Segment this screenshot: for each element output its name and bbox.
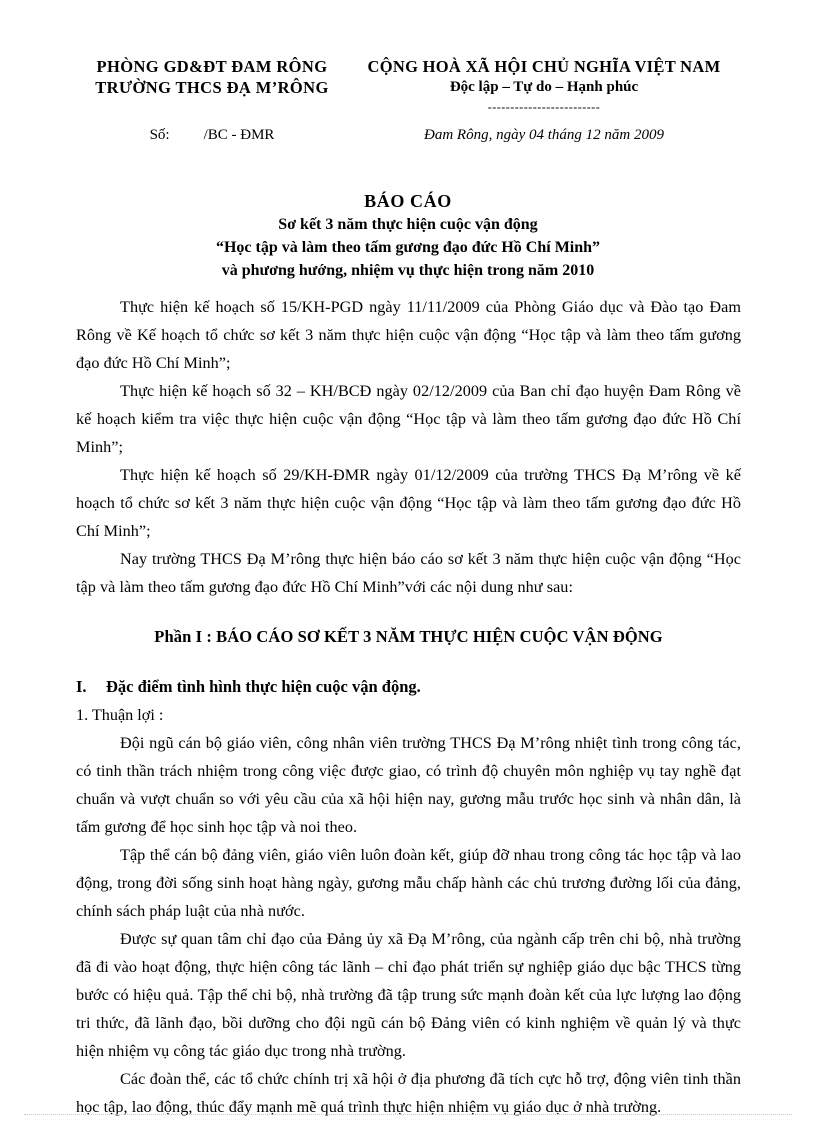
document-number-value: /BC - ĐMR: [203, 127, 275, 143]
report-subtitle-line-1: Sơ kết 3 năm thực hiện cuộc vận động: [278, 216, 538, 233]
body-paragraph-4: Nay trường THCS Đạ M’rông thực hiện báo cáo sơ kết 3 năm thực hiện cuộc vận động “Học tập và làm theo tấm gương đạo đức Hồ Chí Minh”với các nội dung như sau:: [76, 550, 741, 596]
header-left-block: [76, 56, 348, 98]
body-paragraph-6: Tập thể cán bộ đảng viên, giáo viên luôn đoàn kết, giúp đỡ nhau trong công tác học tập và lao động, trong đời sống sinh hoạt hàng ngày, gương mẫu chấp hành các chủ trương đường lối của đảng, chính sách pháp luật của nhà nước.: [76, 846, 741, 920]
document-number-label: Số:: [149, 127, 170, 143]
body-paragraph-8: Các đoàn thể, các tổ chức chính trị xã hội ở địa phương đã tích cực hỗ trợ, động viên tinh thần học tập, lao động, thúc đẩy mạnh mẽ quá trình thực hiện nhiệm vụ giáo dục ở nhà trường.: [76, 1070, 741, 1116]
scan-artifact-dotted-line: [24, 1114, 792, 1117]
issuing-school-line: TRƯỜNG THCS ĐẠ M’RÔNG: [95, 78, 329, 97]
title-block: [76, 189, 740, 282]
document-body: [76, 293, 741, 1121]
body-paragraph-5: Đội ngũ cán bộ giáo viên, công nhân viên trường THCS Đạ M’rông nhiệt tình trong công tác, có tinh thần trách nhiệm trong công việc được giao, có trình độ chuyên môn nghiệp vụ tay nghề đạt chuẩn và vượt chuẩn so với yêu cầu của xã hội hiện nay, gương mẫu trước học sinh và nhân dân, là tấm gương để học sinh học tập và noi theo.: [76, 734, 741, 836]
issuing-department-line: PHÒNG GD&ĐT ĐAM RÔNG: [96, 57, 328, 76]
document-number-block: [76, 125, 348, 145]
body-paragraph-7: Được sự quan tâm chỉ đạo của Đảng ủy xã Đạ M’rông, của ngành cấp trên chi bộ, nhà trường đã đi vào hoạt động, thực hiện công tác lãnh – chỉ đạo phát triển sự nghiệp giáo dục bậc THCS từng bước có hiệu quả. Tập thể chi bộ, nhà trường đã tập trung sức mạnh đoàn kết của lực lượng lao động tri thức, đã lãnh đạo, bồi dưỡng cho đội ngũ cán bộ Đảng viên có kinh nghiệm về quản lý và thực hiện nhiệm vụ công tác giáo dục trong nhà trường.: [76, 930, 741, 1060]
body-paragraph-1: Thực hiện kế hoạch số 15/KH-PGD ngày 11/11/2009 của Phòng Giáo dục và Đào tạo Đam Rông về Kế hoạch tổ chức sơ kết 3 năm thực hiện cuộc vận động “Học tập và làm theo tấm gương đạo đức Hồ Chí Minh”;: [76, 298, 741, 372]
section-number: I.: [76, 677, 87, 696]
document-header: [76, 56, 740, 115]
body-paragraph-2: Thực hiện kế hoạch số 32 – KH/BCĐ ngày 02/12/2009 của Ban chỉ đạo huyện Đam Rông về kế hoạch kiểm tra việc thực hiện cuộc vận động “Học tập và làm theo tấm gương đạo đức Hồ Chí Minh”;: [76, 382, 741, 456]
report-title: BÁO CÁO: [364, 191, 452, 211]
place-and-date: Đam Rông, ngày 04 tháng 12 năm 2009: [424, 127, 664, 143]
report-subtitle-line-3: và phương hướng, nhiệm vụ thực hiện trong năm 2010: [221, 262, 595, 279]
header-right-block: [348, 56, 740, 115]
national-motto: Độc lập – Tự do – Hạnh phúc: [449, 79, 639, 95]
section-title: Đặc điểm tình hình thực hiện cuộc vận động.: [106, 677, 421, 696]
part-one-heading: Phần I : BÁO CÁO SƠ KẾT 3 NĂM THỰC HIỆN CUỘC VẬN ĐỘNG: [154, 627, 663, 646]
national-heading: CỘNG HOÀ XÃ HỘI CHỦ NGHĨA VIỆT NAM: [367, 57, 721, 76]
motto-separator-rule: -------------------------: [487, 100, 601, 114]
document-number-row: [76, 125, 740, 145]
subsection-advantages-heading: 1. Thuận lợi :: [76, 706, 164, 724]
report-subtitle-line-2: “Học tập và làm theo tấm gương đạo đức Hồ Chí Minh”: [215, 239, 601, 256]
body-paragraph-3: Thực hiện kế hoạch số 29/KH-ĐMR ngày 01/12/2009 của trường THCS Đạ M’rông về kế hoạch tổ chức sơ kết 3 năm thực hiện cuộc vận động “Học tập và làm theo tấm gương đạo đức Hồ Chí Minh”;: [76, 466, 741, 540]
section-one-heading: [76, 651, 741, 701]
